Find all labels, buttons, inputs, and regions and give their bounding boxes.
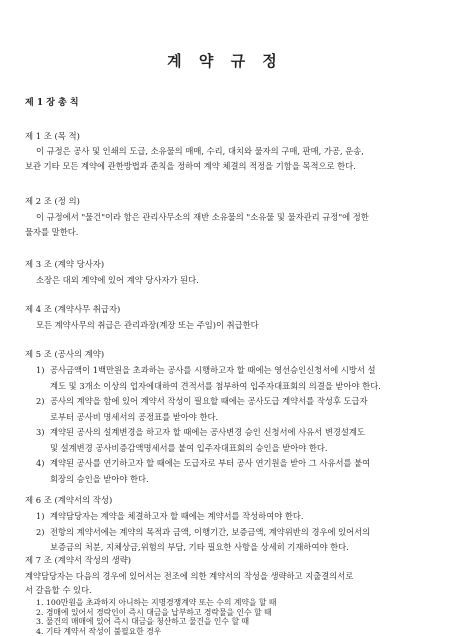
item-number: 1)	[36, 365, 45, 375]
article-2-line-1: 이 규정에서 "물건"이라 함은 관리사무소의 재반 소유물의 "소유물 및 물자관리 규정"에 정한	[36, 212, 369, 222]
article-6-item-2	[36, 525, 370, 556]
article-5-item-3	[36, 425, 381, 456]
article-5-item-4	[36, 456, 381, 487]
article-6-list	[36, 509, 370, 556]
item-text: 계약담당자는 계약을 체결하고자 할 때에는 계약서를 작성하여야 한다.	[50, 511, 304, 521]
article-3-body	[36, 273, 199, 288]
article-2-line-2: 물자를 말한다.	[25, 227, 79, 237]
item-number: 2)	[36, 526, 45, 537]
article-1-body	[25, 144, 364, 174]
document-title: 계 약 규 정	[167, 52, 283, 70]
article-7-heading: 제 7 조 (계약서 작성의 생략)	[25, 555, 132, 565]
article-7-line-1: 계약담당자는 다음의 경우에 있어서는 전조에 의한 계약서의 작성을 생략하고 지출결의서로	[25, 571, 354, 581]
item-text-continued: 보증금의 처분, 지체상금,위험의 부담, 기타 필요한 사항을 상세히 기재하여야 한다.	[50, 542, 349, 552]
article-7-item-4: 4. 기타 계약서 작성이 불필요한 경우	[36, 626, 162, 636]
article-4-line-1: 모든 계약사무의 취급은 관리과장(계장 또는 주임)이 취급한다	[36, 320, 259, 330]
item-number: 1)	[36, 511, 45, 521]
article-5-heading: 제 5 조 (공사의 계약)	[25, 349, 105, 359]
article-1-line-2: 보관 기타 모든 계약에 관한방법과 준칙을 정하여 계약 체결의 적정을 기함을 목적으로 한다.	[25, 161, 356, 171]
item-text-continued: 로부터 공사비 명세서의 공정표를 받아야 한다.	[50, 411, 219, 422]
item-text: 계약된 공사를 연기하고자 할 때에는 도급자로 부터 공사 연기원을 받아 그 사유서를 붙여	[50, 458, 371, 468]
article-7-item-1: 1. 100만원을 초과하지 아니하는 지명경쟁계약 또는 수의 계약을 할 때	[36, 598, 277, 607]
item-number: 2)	[36, 396, 45, 406]
article-1-line-1: 이 규정은 공사 및 인쇄의 도급, 소유물의 매매, 수리, 대치와 물자의 구매, 판매, 가공, 운송,	[36, 146, 364, 156]
article-1-heading: 제 1 조 (목 적)	[25, 131, 80, 141]
article-7-list	[36, 598, 276, 636]
chapter-heading: 제 1 장 총 칙	[25, 98, 79, 108]
item-text: 공사의 계약을 함에 있어 계약서 작성이 필요할 때에는 공사도급 계약서를 작성후 도급자	[50, 396, 368, 406]
article-5-item-2	[36, 394, 381, 425]
item-text: 공사금액이 1백만원을 초과하는 공사를 시행하고자 할 때에는 영선승인신청서에 시방서 설	[50, 365, 376, 375]
article-4-heading: 제 4 조 (계약사무 취급자)	[25, 304, 121, 314]
article-6-heading: 제 6 조 (계약서의 작성)	[25, 495, 113, 505]
article-5-list	[36, 363, 381, 487]
article-2-body	[25, 210, 369, 240]
item-text-continued: 계도 및 3개소 이상의 업자에대하여 견적서를 첨부하여 입주자대표회의 의결을 받아야 한다.	[50, 380, 381, 391]
item-text-continued: 및 설계변경 공사비증감액명세서를 붙여 입주자대표회의 승인을 받아야 한다.	[50, 442, 328, 453]
article-7-item-2: 2. 경매에 있어서 경락인이 즉시 대금을 납부하고 경락물을 인수 할 때	[36, 607, 272, 617]
article-5-item-1	[36, 363, 381, 394]
article-7-item-3: 3. 물건의 매매에 있어 즉시 대금을 청산하고 물건을 인수 할 때	[36, 617, 249, 626]
item-number: 4)	[36, 458, 45, 468]
item-text-continued: 회장의 승인을 받아야 한다.	[50, 473, 149, 484]
item-text: 전항의 계약서에는 계약의 목적과 금액, 이행기간, 보증금액, 계약위반의 경우에 있어서의	[50, 526, 371, 537]
article-4-body	[36, 318, 259, 333]
article-3-heading: 제 3 조 (계약 당사자)	[25, 259, 105, 269]
item-text: 계약된 공사의 설계변경을 하고자 할 때에는 공사변경 승인 신청서에 사유서 변경설계도	[50, 427, 365, 437]
article-2-heading: 제 2 조 (정 의)	[25, 196, 80, 206]
article-7-line-2: 서 갈음할 수 있다.	[25, 585, 92, 595]
article-6-item-1	[36, 509, 370, 525]
item-number: 3)	[36, 427, 45, 437]
article-7-body	[25, 569, 353, 597]
article-3-line-1: 소장은 대외 계약에 있어 계약 당사자가 된다.	[36, 275, 199, 285]
